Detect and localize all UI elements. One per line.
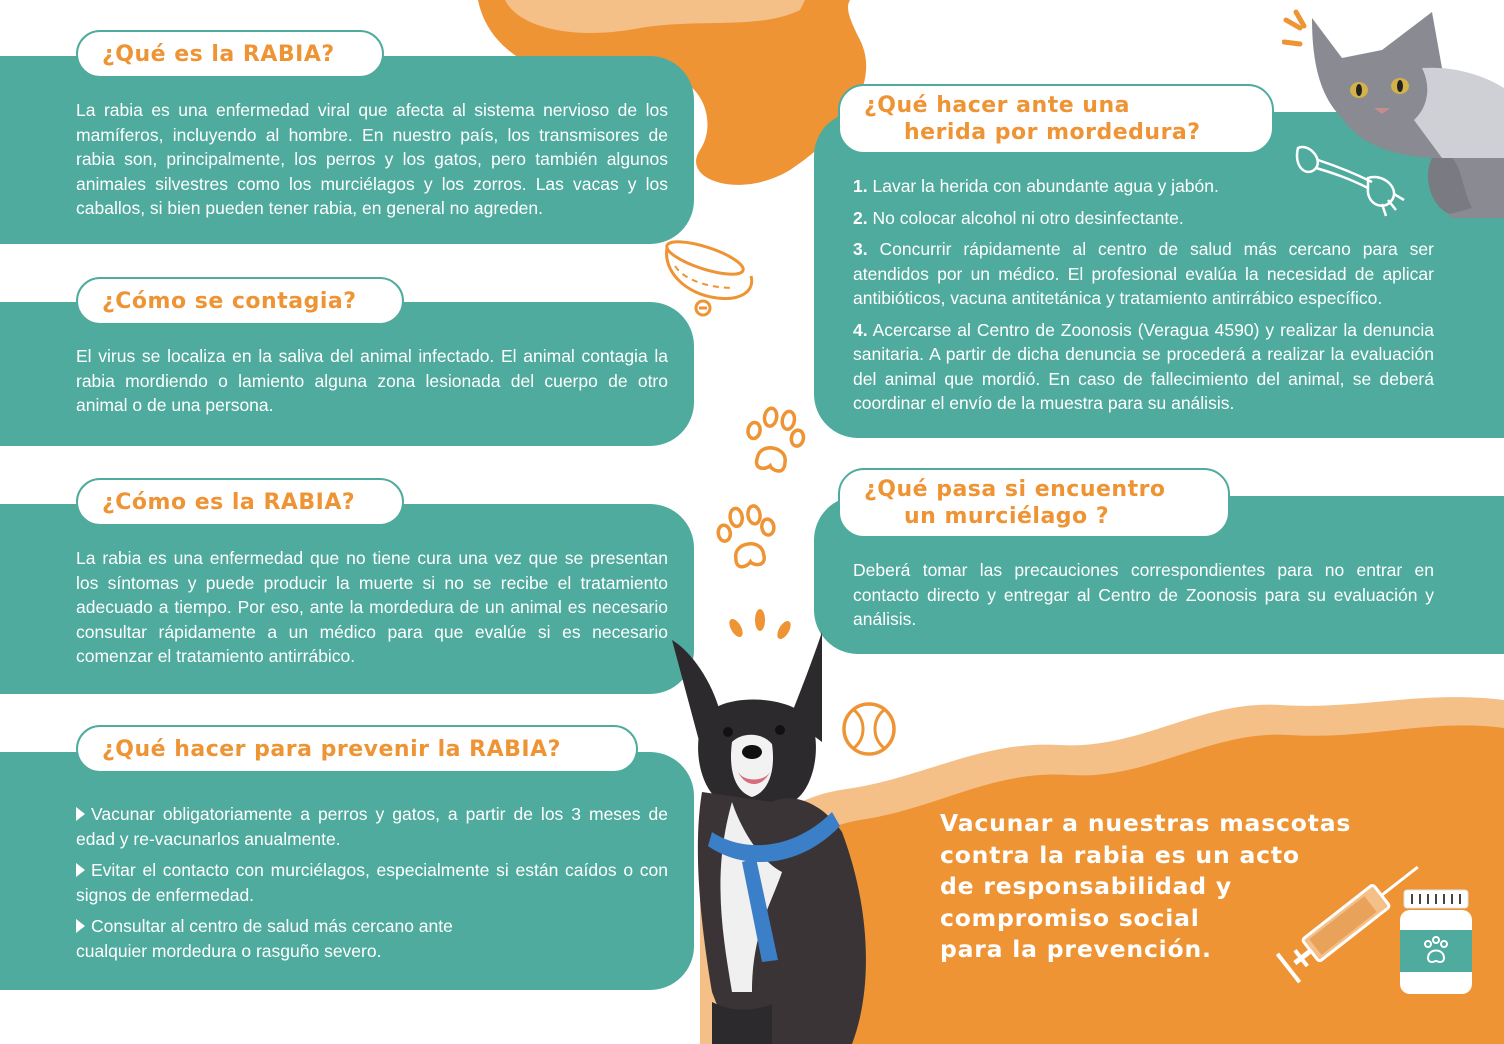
play-bullet-icon <box>76 863 85 877</box>
play-bullet-icon <box>76 807 85 821</box>
cat-photo <box>1282 8 1504 218</box>
play-bullet-icon <box>76 919 85 933</box>
herida-step: 1. Lavar la herida con abundante agua y jabón. <box>853 176 1219 196</box>
paw-print-icon <box>738 404 808 484</box>
prevenir-item: Consultar al centro de salud más cercano ante cualquier mordedura o rasguño severo. <box>76 916 453 961</box>
section-prevenir-panel <box>0 752 694 990</box>
section-como-es-panel <box>0 504 694 694</box>
section-murcielago-title: ¿Qué pasa si encuentro un murciélago ? <box>838 468 1230 538</box>
section-como-es-body: La rabia es una enfermedad que no tiene cura una vez que se presentan los síntomas y puede producir la muerte si no se recibe el tratamiento adecuado a tiempo. Por eso, ante la mordedura de un animal es necesario consultar rápidamente a un médico para que evalúe si es necesario comenzar el tratamiento antirrábico. <box>76 548 668 666</box>
herida-step: 2. No colocar alcohol ni otro desinfectante. <box>853 207 1184 228</box>
herida-step: 4. Acercarse al Centro de Zoonosis (Veragua 4590) y realizar la denuncia sanitaria. A partir de dicha denuncia se procederá a realizar la evaluación del animal que mordió. En caso de fallecimiento del animal, se deberá coordinar el envío de la muestra para su análisis. <box>853 319 1434 413</box>
slogan: Vacunar a nuestras mascotas contra la rabia es un acto de responsabilidad y compromiso social para la prevención. <box>940 809 1352 963</box>
section-que-es-body: La rabia es una enfermedad viral que afecta al sistema nervioso de los mamíferos, incluyendo al hombre. En nuestro país, los transmisores de rabia son, principalmente, los perros y los gatos, pero también algunos animales silvestres como los murciélagos y los zorros. Las vacas y los caballos, si bien pueden tener rabia, en general no agreden. <box>76 100 668 218</box>
section-herida-title: ¿Qué hacer ante una herida por mordedura? <box>838 84 1274 154</box>
section-prevenir-title: ¿Qué hacer para prevenir la RABIA? <box>76 725 638 773</box>
section-que-es-title: ¿Qué es la RABIA? <box>76 30 384 78</box>
paw-print-icon <box>712 504 784 584</box>
prevenir-item: Vacunar obligatoriamente a perros y gatos, a partir de los 3 meses de edad y re-vacunarlos anualmente. <box>76 804 668 849</box>
section-como-es-title: ¿Cómo es la RABIA? <box>76 478 404 526</box>
section-murcielago-body: Deberá tomar las precauciones correspondientes para no entrar en contacto directo y entregar al Centro de Zoonosis para su evaluación y análisis. <box>853 560 1434 629</box>
dog-photo <box>672 632 882 1044</box>
pet-bowl-icon <box>655 236 765 322</box>
section-contagia-title: ¿Cómo se contagia? <box>76 277 404 325</box>
section-contagia-body: El virus se localiza en la saliva del animal infectado. El animal contagia la rabia mordiendo o lamiento alguna zona lesionada del cuerpo de otro animal o de una persona. <box>76 346 668 415</box>
prevenir-item: Evitar el contacto con murciélagos, especialmente si están caídos o con signos de enfermedad. <box>76 860 668 905</box>
herida-step: 3. Concurrir rápidamente al centro de salud más cercano para ser atendidos por un médico. El profesional evalúa la necesidad de aplicar antibióticos, vacuna antitetánica y tratamiento antirrábico específico. <box>853 239 1434 308</box>
section-que-es-panel <box>0 56 694 244</box>
vaccine-bottle-icon <box>1398 886 1474 998</box>
